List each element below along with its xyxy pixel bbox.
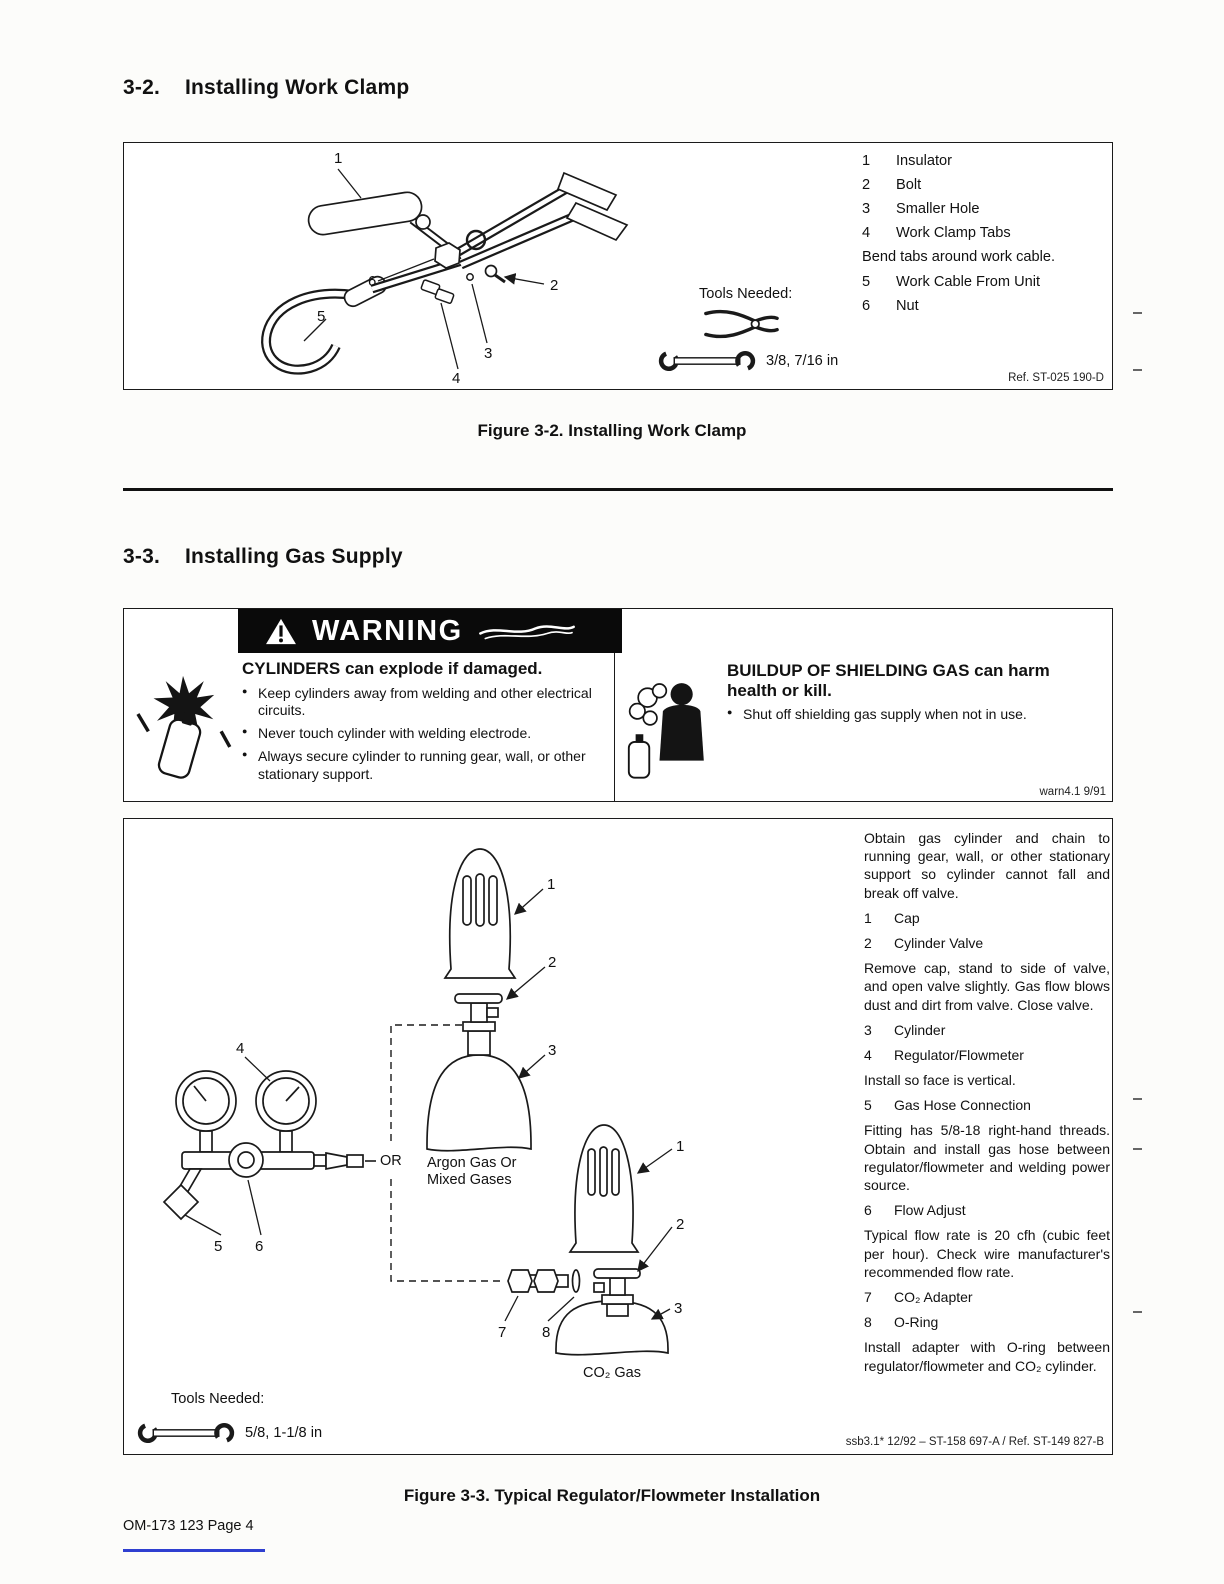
argon-gas-label: Argon Gas Or Mixed Gases (427, 1155, 517, 1189)
warning-right-section (614, 653, 1112, 801)
instruction-column (864, 829, 1110, 1382)
warning-right-icon-cell (615, 653, 727, 801)
exploding-cylinder-icon (131, 667, 235, 787)
pliers-icon (701, 305, 781, 343)
callout-2: 2 (550, 277, 559, 294)
scan-artifact (1133, 1148, 1142, 1150)
wrench-size-label: 5/8, 1-1/8 in (245, 1425, 323, 1441)
callout-cap-co2: 1 (676, 1138, 685, 1155)
parts-note: Bend tabs around work cable. (862, 249, 1056, 265)
scan-artifact (1133, 312, 1142, 314)
warning-bullet: ● Never touch cylinder with welding electrode. (242, 725, 608, 743)
shielding-gas-person-icon (622, 671, 720, 783)
wrench-size-label: 3/8, 7/16 in (766, 353, 839, 369)
callout-cylinder-argon: 3 (548, 1042, 557, 1059)
parts-row: 6 Nut (862, 298, 919, 314)
warning-banner-text: WARNING (312, 614, 463, 647)
instruction-paragraph: Typical flow rate is 20 cfh (cubic feet per hour). Check wire manufacturer's recommended flow rate. (864, 1227, 1110, 1280)
figure-3-3-box (123, 818, 1113, 1455)
callout-valve-co2: 2 (676, 1216, 685, 1233)
instruction-item: 7 CO₂ Adapter (864, 1288, 973, 1305)
section-3-3-title: Installing Gas Supply (185, 545, 403, 568)
parts-row: 1 Insulator (862, 153, 952, 169)
section-3-2-heading (123, 76, 409, 100)
instruction-item: 4 Regulator/Flowmeter (864, 1046, 1024, 1063)
callout-cylinder-co2: 3 (674, 1300, 683, 1317)
parts-list (862, 153, 1110, 322)
footer-underline (123, 1549, 265, 1552)
section-divider (123, 488, 1113, 491)
parts-row: 3 Smaller Hole (862, 201, 980, 217)
regulator-flowmeter-illustration (124, 819, 854, 1456)
callout-cap-argon: 1 (547, 876, 556, 893)
warning-left-text (242, 653, 614, 801)
warning-bullet: ● Keep cylinders away from welding and other electrical circuits. (242, 685, 608, 721)
parts-row: 2 Bolt (862, 177, 922, 193)
callout-flow-adjust: 6 (255, 1238, 264, 1255)
callout-co2-adapter: 7 (498, 1324, 507, 1341)
instruction-paragraph: Fitting has 5/8-18 right-hand threads. Obtain and install gas hose between regulator/flowmeter and welding power source. (864, 1122, 1110, 1193)
callout-gas-hose-connection: 5 (214, 1238, 223, 1255)
instruction-item: 3 Cylinder (864, 1021, 946, 1038)
instruction-item: 8 O-Ring (864, 1314, 939, 1331)
or-label: OR (380, 1153, 402, 1169)
callout-valve-argon: 2 (548, 954, 557, 971)
figure-ref: ssb3.1* 12/92 – ST-158 697-A / Ref. ST-149 827-B (845, 1436, 1104, 1448)
warning-ref: warn4.1 9/91 (1039, 786, 1106, 798)
wrench-icon (657, 349, 757, 373)
callout-regulator: 4 (236, 1040, 245, 1057)
instruction-item: 1 Cap (864, 909, 920, 926)
section-3-2-number: 3-2. (123, 76, 160, 99)
warning-right-text (727, 653, 1112, 801)
warning-content-row (124, 653, 1112, 801)
warning-right-title: BUILDUP OF SHIELDING GAS can harm health or kill. (727, 661, 1050, 700)
co2-gas-label: CO₂ Gas (583, 1365, 641, 1381)
warning-left-title: CYLINDERS can explode if damaged. (242, 659, 543, 678)
instruction-item: 6 Flow Adjust (864, 1202, 966, 1219)
scan-artifact (1133, 1098, 1142, 1100)
warning-triangle-icon (264, 617, 298, 646)
wrench-icon (136, 1421, 236, 1445)
warning-banner (238, 609, 622, 653)
wrench-size-row (136, 1421, 322, 1445)
callout-5: 5 (317, 308, 326, 325)
warning-left-icon-cell (124, 653, 242, 801)
section-3-3-number: 3-3. (123, 545, 160, 568)
callout-3: 3 (484, 345, 493, 362)
page-footer: OM-173 123 Page 4 (123, 1518, 254, 1534)
callout-6: 6 (368, 273, 377, 290)
warning-left-bullets (242, 685, 608, 785)
figure-3-2-box (123, 142, 1113, 390)
instruction-paragraph: Install adapter with O-ring between regulator/flowmeter and CO₂ cylinder. (864, 1339, 1110, 1374)
instruction-item: 2 Cylinder Valve (864, 934, 984, 951)
warning-right-bullets (727, 706, 1100, 724)
banner-scribble-decoration (477, 617, 577, 645)
parts-row: 4 Work Clamp Tabs (862, 225, 1011, 241)
figure-3-3-caption: Figure 3-3. Typical Regulator/Flowmeter Installation (403, 1486, 821, 1505)
tools-needed-label: Tools Needed: (699, 286, 793, 302)
tools-needed-label: Tools Needed: (171, 1391, 265, 1407)
warning-box (123, 608, 1113, 802)
instruction-paragraph: Obtain gas cylinder and chain to running gear, wall, or other stationary support so cylinder cannot fall and break off valve. (864, 830, 1110, 901)
scan-artifact (1133, 1311, 1142, 1313)
section-3-3-heading (123, 545, 403, 569)
wrench-size-row (657, 349, 838, 373)
instruction-paragraph: Install so face is vertical. (864, 1072, 1016, 1089)
figure-3-2-caption: Figure 3-2. Installing Work Clamp (477, 421, 747, 440)
figure-ref: Ref. ST-025 190-D (1008, 372, 1104, 384)
callout-o-ring: 8 (542, 1324, 551, 1341)
instruction-item: 5 Gas Hose Connection (864, 1097, 1031, 1114)
section-3-2-title: Installing Work Clamp (185, 76, 410, 99)
instruction-paragraph: Remove cap, stand to side of valve, and open valve slightly. Gas flow blows dust and dirt from valve. Close valve. (864, 960, 1110, 1013)
callout-1: 1 (334, 150, 343, 167)
parts-row: 5 Work Cable From Unit (862, 274, 1041, 290)
scan-artifact (1133, 369, 1142, 371)
callout-4: 4 (452, 370, 461, 387)
warning-bullet: ● Always secure cylinder to running gear, wall, or other stationary support. (242, 748, 608, 784)
warning-bullet: ● Shut off shielding gas supply when not in use. (727, 706, 1100, 724)
